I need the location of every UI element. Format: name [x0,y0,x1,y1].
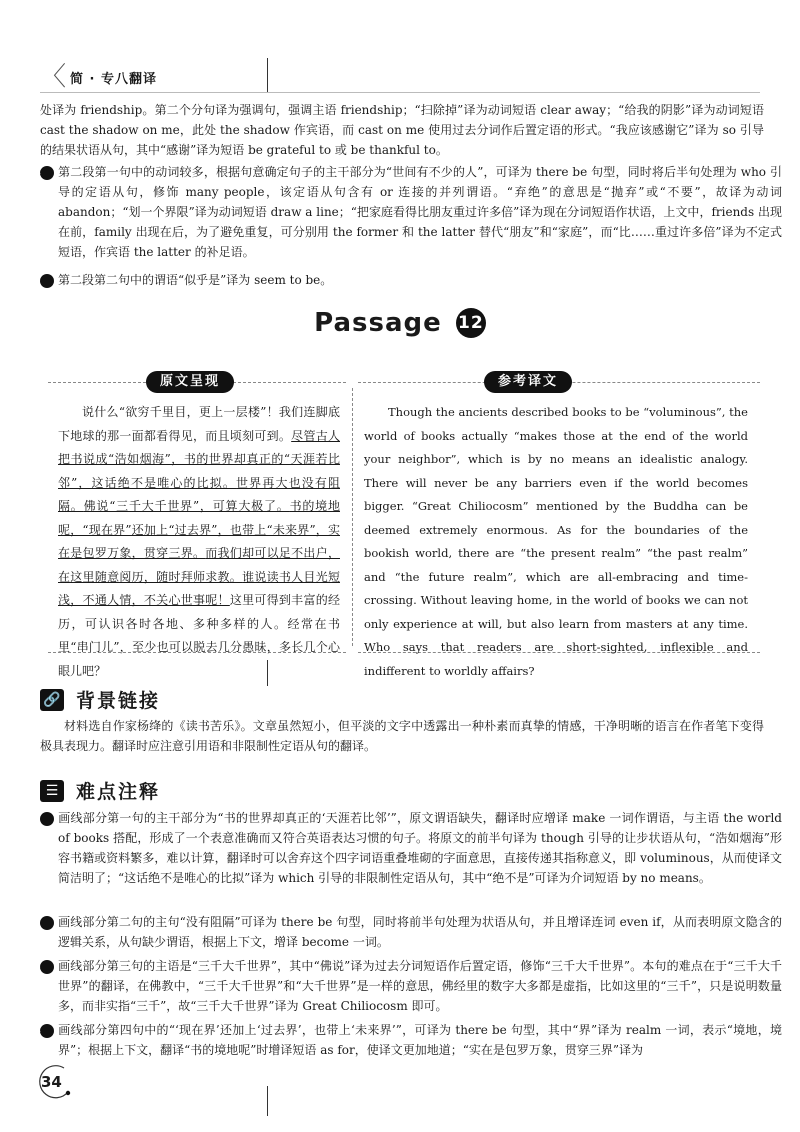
notes-section-header [40,777,160,804]
crop-mark [267,58,268,92]
section-title: 背景链接 [76,690,161,712]
note-number: 3 [40,960,54,974]
prev-note-4: 4 第二段第一句中的动词较多，根据句意确定句子的主干部分为“世间有不少的人”，可译为 there be 句型，同时将后半句处理为 who 引导的定语从句，修饰 many people，该定语从句含有 or 连接的并列谓语。“弃绝”的意思是“抛弃”或“不要”，故译为动词 abandon；“划一个界限”译为动词短语 draw a line；“把家庭看得比朋友重过许多倍”译为现在分词短语作状语，上文中，friends 出现在前，family 出现在后，为了避免重复，可分别用 the former 和 the latter 替代“朋友”和“家庭”，而“比……重过许多倍”译为不定式短语，作宾语 the latter 的补足语。 [35,165,782,259]
translation-text: Though the ancients described books to be “voluminous”, the world of books actually “makes those at the end of the world your neighbor”, which is by no means an idealistic analogy. There will never be any barriers even if the world becomes bigger. “Great Chiliocosm” mentioned by the Buddha can be deemed extremely enormous. As for the boundaries of the bookish world, there are “the present realm” “the past realm” and “the future realm”, which are all-embracing and time-crossing. Without leaving home, in the world of books we can not only experience at will, but also learn from masters at any time. Who says that readers are short-sighted, inflexible and indifferent to worldly affairs? [364,405,748,678]
section-title: 难点注释 [76,781,161,803]
note-item-2: 2 画线部分第二句的主句“没有阻隔”可译为 there be 句型，同时将前半句处理为状语从句，并且增译连词 even if，从而表明原文隐含的逻辑关系，从句缺少谓语，根据上下文，增译 become 一词。 [35,915,782,949]
chevron-left-icon: 〈 [40,62,67,92]
note-item-4: 4 画线部分第四句中的“‘现在界’还加上‘过去界’，也带上‘未来界’”，可译为 there be 句型，其中“界”译为 realm 一词，表示“境地，境界”；根据上下文，翻译“书的境地呢”时增译短语 as for，使译文更加地道；“实在是包罗万象，贯穿三界”译为 [35,1023,782,1057]
column-divider [352,388,353,646]
original-text: 说什么“欲穷千里目，更上一层楼”！我们连脚底下地球的那一面都看得见，而且顷刻可到。尽管古人把书说成“浩如烟海”，书的世界却真正的“天涯若比邻”，这话绝不是唯心的比拟。世界再大也没有阻隔。佛说“三千大千世界”，可算大极了。书的境地呢，“现在界”还加上“过去界”，也带上“未来界”，实在是包罗万象，贯穿三界。而我们却可以足不出户，在这里随意阅历，随时拜师求教。谁说读书人目光短浅，不通人情，不关心世事呢！这里可得到丰富的经历，可认识各时各地、多种多样的人。经常在书里“串门儿”，至少也可以脱去几分愚昧，多长几个心眼儿吧？ [58,405,340,678]
note-item-3: 3 画线部分第三句的主语是“三千大千世界”，其中“佛说”译为过去分词短语作后置定语，修饰“三千大千世界”。本句的难点在于“三千大千世界”的翻译，在佛教中，“三千大千世界”和“大千世界”是一样的意思，佛经里的数字大多都是虚指，比如这里的“三千”，只是说明数量多，而非实指“三千”，故“三千大千世界”译为 Great Chiliocosm 即可。 [35,959,782,1013]
note-number: 5 [40,274,54,288]
crop-mark [267,660,268,686]
background-section-header [40,686,160,713]
note-number: 4 [40,166,54,180]
header-rule [40,92,760,93]
background-text: 材料选自作家杨绛的《读书苦乐》。文章虽然短小，但平淡的文字中透露出一种朴素而真挚的情感，干净明晰的语言在作者笔下变得极具表现力。翻译时应注意引用语和非限制性定语从句的翻译。 [40,719,764,753]
note-number: 1 [40,812,54,826]
note-number: 4 [40,1024,54,1038]
crop-mark [267,1086,268,1116]
page-number: 34 [34,1062,74,1102]
running-header [40,63,157,91]
header-title: 简 · 专八翻译 [70,71,158,87]
translation-label: 参考译文 [484,371,572,393]
prev-note-5: 5 第二段第二句中的谓语“似乎是”译为 seem to be。 [35,273,333,287]
prev-note-continuation: 处译为 friendship。第二个分句译为强调句，强调主语 friendship；“扫除掉”译为动词短语 clear away；“给我的阴影”译为动词短语 cast the shadow on me，此处 the shadow 作宾语，而 cast on me 使用过去分词作后置定语的形式。“我应该感谢它”译为 so 引导的结果状语从句，其中“感谢”译为短语 be grateful to 或 be thankful to。 [40,103,764,157]
original-label: 原文呈现 [146,371,234,393]
passage-title: Passage 12 [0,308,800,338]
link-icon: 🔗 [40,689,64,711]
underlined-sentence-1: 尽管古人把书说成“浩如烟海”，书的世界却真正的“天涯若比邻”，这话绝不是唯心的比拟。 [58,428,340,490]
underlined-sentence-3: 佛说“三千大千世界”，可算大极了。 [83,499,290,513]
note-number: 2 [40,916,54,930]
underlined-sentence-5: 而我们却可以足不出户，在这里随意阅历，随时拜师求教。 [58,546,340,584]
underlined-sentence-6: 谁说读书人目光短浅，不通人情，不关心世事呢！ [58,569,340,607]
list-icon: ☰ [40,780,64,802]
note-item-1: 1 画线部分第一句的主干部分为“书的世界却真正的‘天涯若比邻’”，原文谓语缺失，翻译时应增译 make 一词作谓语，与主语 the world of books 搭配，形成了一个表意准确而又符合英语表达习惯的句子。将原文的前半句译为 though 引导的让步状语从句，“浩如烟海”形容书籍或资料繁多，难以计算，翻译时可以舍弃这个四字词语重叠堆砌的字面意思，直接传递其指称意义，即 voluminous，从而使译文简洁明了；“这话绝不是唯心的比拟”译为 which 引导的非限制性定语从句，其中“绝不是”可译为介词短语 by no means。 [35,811,782,885]
underlined-sentence-4: 书的境地呢，“现在界”还加上“过去界”，也带上“未来界”，实在是包罗万象，贯穿三界。 [58,499,340,560]
underlined-sentence-2: 世界再大也没有阻隔。 [58,475,340,513]
passage-number-badge: 12 [456,308,486,338]
